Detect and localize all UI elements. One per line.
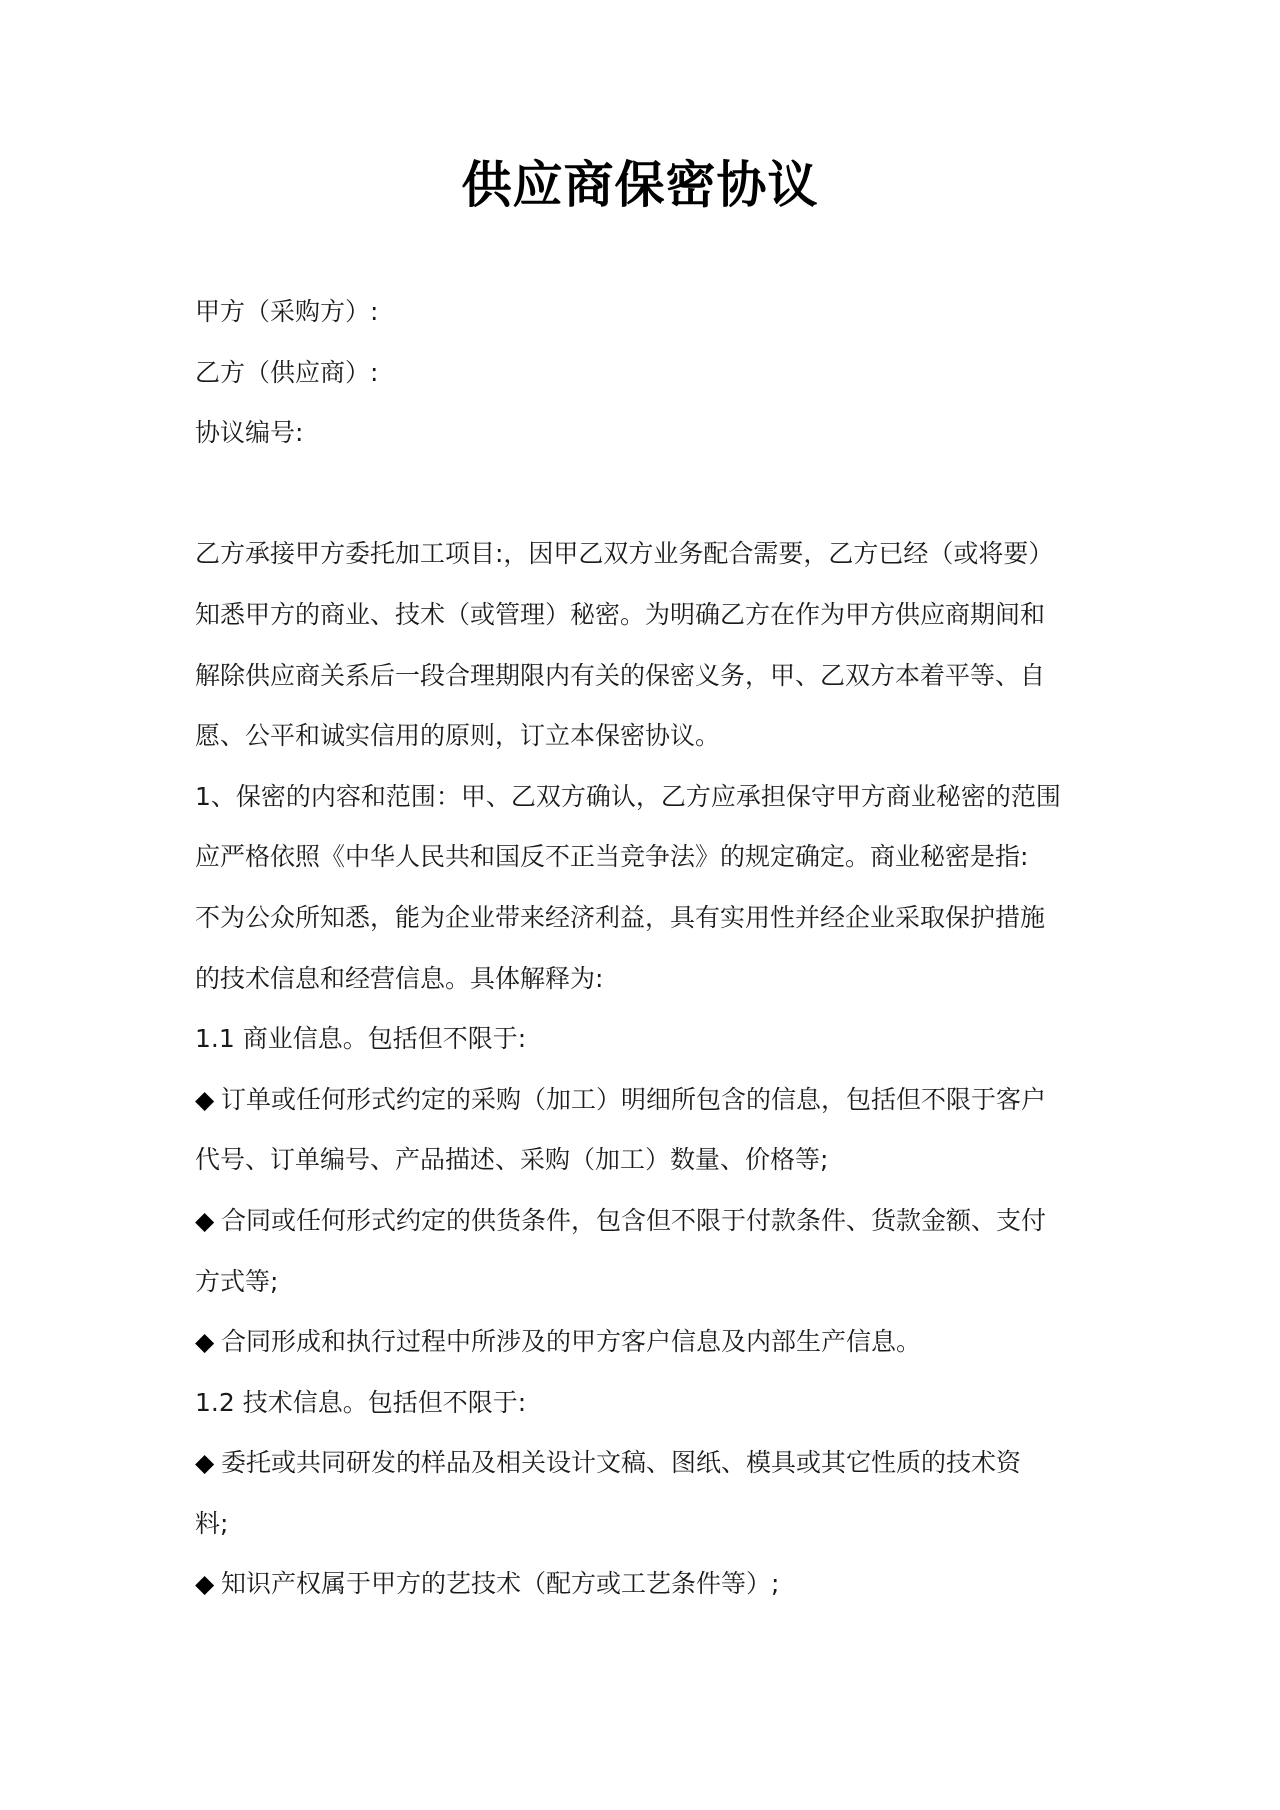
party-a-field: 甲方（采购方）: <box>195 297 379 326</box>
text-line: 解除供应商关系后一段合理期限内有关的保密义务，甲、乙双方本着平等、自 <box>195 660 1046 690</box>
document-body <box>195 282 1095 1615</box>
text-line: 乙方承接甲方委托加工项目:，因甲乙双方业务配合需要，乙方已经（或将要） <box>195 539 1054 569</box>
text-line: 应严格依照《中华人民共和国反不正当竞争法》的规定确定。商业秘密是指: <box>195 842 1029 872</box>
text-line: 的技术信息和经营信息。具体解释为: <box>195 963 604 993</box>
blank-line <box>195 464 1095 525</box>
bullet-text: 合同或任何形式约定的供货条件，包含但不限于付款条件、货款金额、支付 <box>221 1205 1047 1235</box>
section-1-1-heading: 1.1 商业信息。包括但不限于: <box>195 1024 527 1054</box>
text-line: 1、保密的内容和范围：甲、乙双方确认，乙方应承担保守甲方商业秘密的范围 <box>195 781 1061 811</box>
bullet-item <box>195 1554 1095 1615</box>
bullet-item <box>195 1191 1095 1312</box>
section-1-paragraph <box>195 767 1095 1009</box>
bullet-text: 方式等; <box>195 1266 279 1296</box>
document-title: 供应商保密协议 <box>461 155 819 214</box>
diamond-bullet-icon: ◆ <box>195 1327 215 1357</box>
bullet-item <box>195 1433 1095 1554</box>
bullet-text: 知识产权属于甲方的艺技术（配方或工艺条件等）; <box>221 1569 780 1599</box>
text-line: 知悉甲方的商业、技术（或管理）秘密。为明确乙方在作为甲方供应商期间和 <box>195 599 1046 629</box>
section-1-2-heading: 1.2 技术信息。包括但不限于: <box>195 1387 527 1417</box>
bullet-text: 合同形成和执行过程中所涉及的甲方客户信息及内部生产信息。 <box>221 1327 922 1357</box>
bullet-item <box>195 1070 1095 1191</box>
diamond-bullet-icon: ◆ <box>195 1084 215 1114</box>
text-line: 愿、公平和诚实信用的原则，订立本保密协议。 <box>195 721 721 751</box>
party-b-field: 乙方（供应商）: <box>195 357 379 387</box>
diamond-bullet-icon: ◆ <box>195 1448 215 1478</box>
text-line: 不为公众所知悉，能为企业带来经济利益，具有实用性并经企业采取保护措施 <box>195 902 1046 932</box>
agreement-number-field: 协议编号: <box>195 418 304 448</box>
bullet-text: 代号、订单编号、产品描述、采购（加工）数量、价格等; <box>195 1145 829 1175</box>
bullet-text: 订单或任何形式约定的采购（加工）明细所包含的信息，包括但不限于客户 <box>221 1084 1047 1114</box>
bullet-text: 委托或共同研发的样品及相关设计文稿、图纸、模具或其它性质的技术资 <box>221 1448 1022 1478</box>
bullet-item <box>195 1312 1095 1373</box>
diamond-bullet-icon: ◆ <box>195 1569 215 1599</box>
diamond-bullet-icon: ◆ <box>195 1205 215 1235</box>
bullet-text: 料; <box>195 1508 229 1538</box>
preamble-paragraph <box>195 524 1095 766</box>
